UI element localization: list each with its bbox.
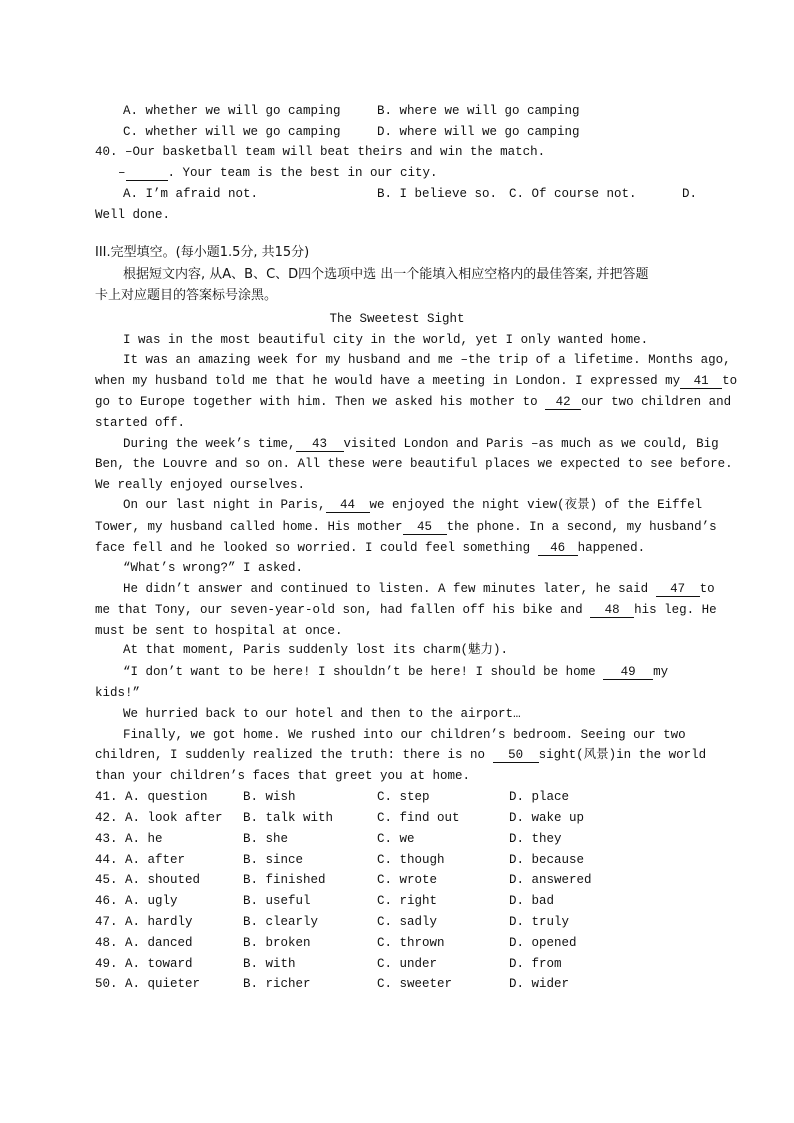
option-row-47: 47. A. hardly (95, 915, 193, 929)
passage-line: We hurried back to our hotel and then to the airport… (123, 707, 521, 721)
q40-blank (126, 166, 168, 181)
option-d: D. answered (509, 873, 592, 887)
passage-line: kids!” (95, 686, 141, 700)
option-c: C. right (377, 894, 438, 908)
q39-option-a: A. whether we will go camping (123, 104, 341, 118)
passage-title: The Sweetest Sight (329, 312, 465, 326)
passage-line: On our last night in Paris, 44 we enjoyed the night view(夜景) of the Eiffel (123, 498, 703, 512)
passage-line: Finally, we got home. We rushed into our children’s bedroom. Seeing our two (123, 728, 686, 742)
blank-47: 47 (656, 582, 700, 597)
passage-line: During the week’s time, 43 visited London and Paris –as much as we could, Big (123, 437, 719, 451)
passage-line: It was an amazing week for my husband and me –the trip of a lifetime. Months ago, (123, 353, 731, 367)
passage-line: At that moment, Paris suddenly lost its charm(魅力). (123, 643, 509, 657)
blank-50: 50 (493, 748, 539, 763)
option-d: D. from (509, 957, 562, 971)
option-b: B. finished (243, 873, 326, 887)
option-b: B. clearly (243, 915, 319, 929)
option-row-48: 48. A. danced (95, 936, 193, 950)
option-b: B. broken (243, 936, 311, 950)
section-instruction-line2: 卡上对应题目的答案标号涂黑。 (95, 288, 278, 303)
option-d: D. because (509, 853, 585, 867)
q40-option-b: B. I believe so. (377, 187, 498, 201)
option-row-44: 44. A. after (95, 853, 186, 867)
q40-stem: 40. –Our basketball team will beat theirs and win the match. (95, 145, 546, 159)
passage-line: Ben, the Louvre and so on. All these were beautiful places we expected to see before. (95, 457, 733, 471)
option-b: B. talk with (243, 811, 334, 825)
option-b: B. wish (243, 790, 296, 804)
option-c: C. we (377, 832, 415, 846)
blank-41: 41 (680, 374, 722, 389)
option-c: C. wrote (377, 873, 438, 887)
blank-43: 43 (296, 437, 344, 452)
option-c: C. find out (377, 811, 460, 825)
q39-option-d: D. where will we go camping (377, 125, 580, 139)
passage-line: “What’s wrong?” I asked. (123, 561, 304, 575)
passage-line: face fell and he looked so worried. I could feel something 46 happened. (95, 541, 646, 555)
option-c: C. under (377, 957, 438, 971)
option-row-41: 41. A. question (95, 790, 208, 804)
blank-44: 44 (326, 498, 370, 513)
option-d: D. place (509, 790, 570, 804)
passage-line: “I don’t want to be here! I shouldn’t be here! I should be home 49 my (123, 665, 669, 679)
q39-option-b: B. where we will go camping (377, 104, 580, 118)
passage-line: Tower, my husband called home. His mother 45 the phone. In a second, my husband’s (95, 520, 717, 534)
option-row-45: 45. A. shouted (95, 873, 201, 887)
option-d: D. opened (509, 936, 577, 950)
option-row-46: 46. A. ugly (95, 894, 178, 908)
option-b: B. useful (243, 894, 311, 908)
passage-line: than your children’s faces that greet you at home. (95, 769, 471, 783)
option-d: D. bad (509, 894, 555, 908)
passage-line: I was in the most beautiful city in the world, yet I only wanted home. (123, 333, 649, 347)
q40-option-d: D. (682, 187, 698, 201)
passage-line: me that Tony, our seven-year-old son, had fallen off his bike and 48 his leg. He (95, 603, 717, 617)
option-row-43: 43. A. he (95, 832, 163, 846)
option-b: B. with (243, 957, 296, 971)
section-heading: III.完型填空。(每小题1.5分, 共15分) (95, 245, 310, 260)
q40-option-a: A. I’m afraid not. (123, 187, 259, 201)
option-c: C. step (377, 790, 430, 804)
option-row-42: 42. A. look after (95, 811, 223, 825)
option-c: C. sweeter (377, 977, 453, 991)
option-b: B. richer (243, 977, 311, 991)
passage-line: He didn’t answer and continued to listen. A few minutes later, he said 47 to (123, 582, 715, 596)
q39-option-c: C. whether will we go camping (123, 125, 341, 139)
option-d: D. wake up (509, 811, 585, 825)
passage-line: children, I suddenly realized the truth: there is no 50 sight(风景)in the world (95, 748, 707, 762)
q40-reply-text: . Your team is the best in our city. (167, 166, 438, 180)
option-c: C. sadly (377, 915, 438, 929)
section-instruction-line1: 根据短文内容, 从A、B、C、D四个选项中选 出一个能填入相应空格内的最佳答案, 并把答题 (123, 267, 649, 282)
option-b: B. since (243, 853, 304, 867)
option-b: B. she (243, 832, 289, 846)
q40-option-d-text: Well done. (95, 208, 171, 222)
option-c: C. thrown (377, 936, 445, 950)
blank-46: 46 (538, 541, 578, 556)
option-row-50: 50. A. quieter (95, 977, 201, 991)
blank-49: 49 (603, 665, 653, 680)
option-d: D. wider (509, 977, 570, 991)
q40-reply (118, 165, 438, 181)
blank-48: 48 (590, 603, 634, 618)
option-d: D. truly (509, 915, 570, 929)
passage-line: We really enjoyed ourselves. (95, 478, 306, 492)
blank-45: 45 (403, 520, 447, 535)
blank-42: 42 (545, 395, 581, 410)
q40-dash: – (118, 166, 126, 180)
passage-line: started off. (95, 416, 186, 430)
q40-option-c: C. Of course not. (509, 187, 637, 201)
passage-line: when my husband told me that he would have a meeting in London. I expressed my 41 to (95, 374, 738, 388)
passage-line: must be sent to hospital at once. (95, 624, 343, 638)
option-c: C. though (377, 853, 445, 867)
option-row-49: 49. A. toward (95, 957, 193, 971)
passage-line: go to Europe together with him. Then we asked his mother to 42 our two children and (95, 395, 732, 409)
option-d: D. they (509, 832, 562, 846)
